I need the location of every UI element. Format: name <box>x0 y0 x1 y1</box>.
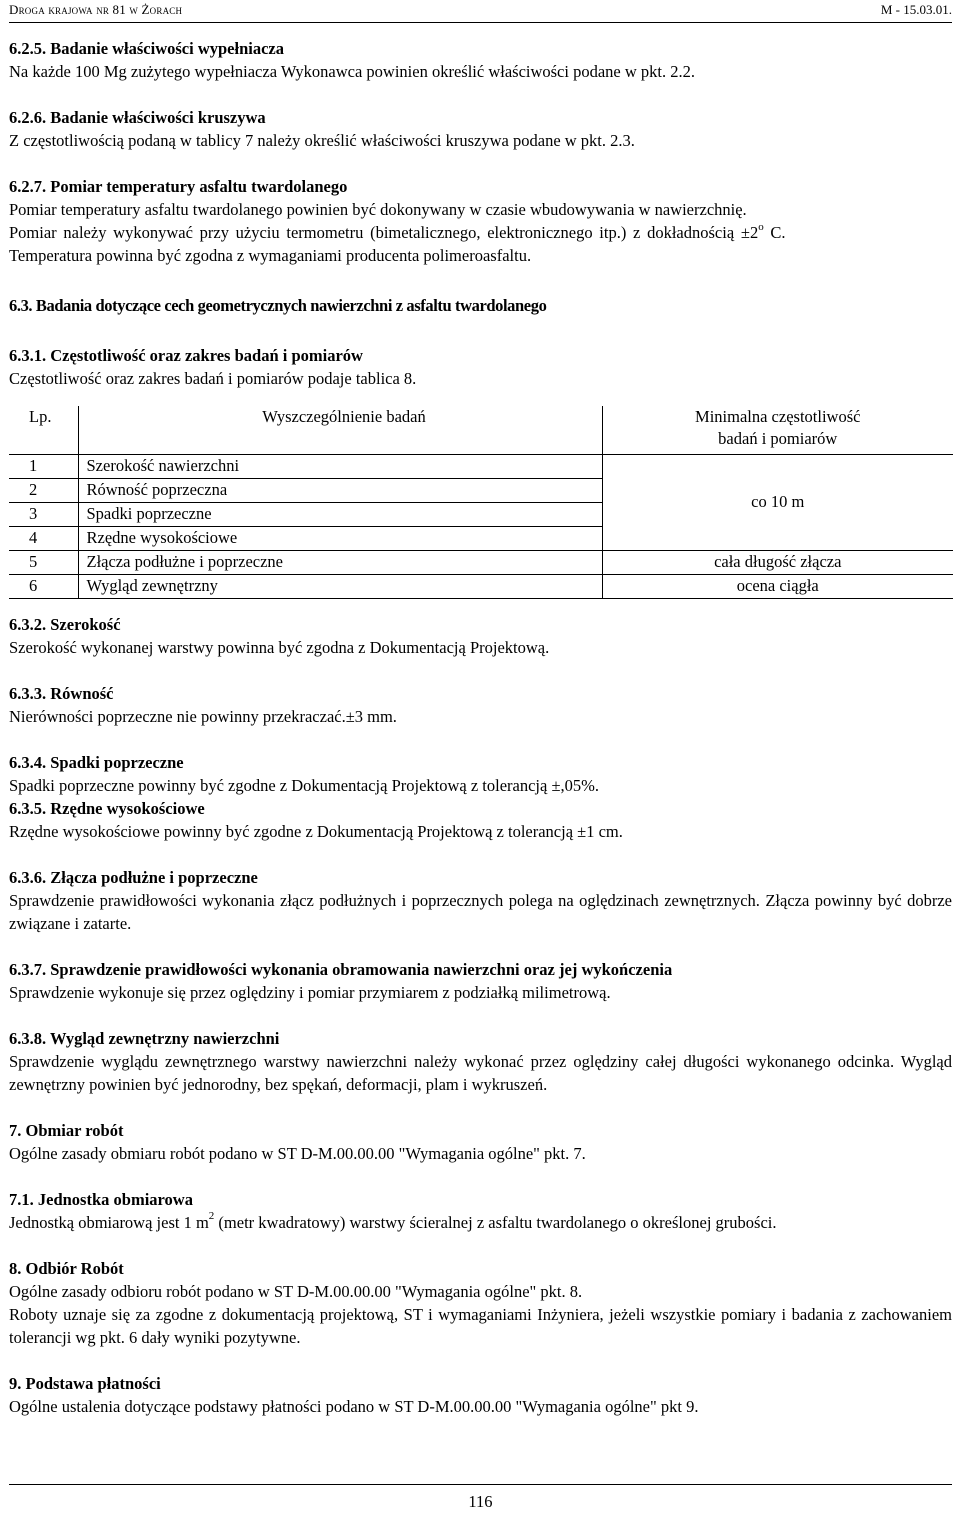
row-lp: 2 <box>9 478 78 502</box>
row-frequency: cała długość złącza <box>602 550 953 574</box>
section-heading: 7. Obmiar robót <box>9 1120 124 1140</box>
section-text: Jednostką obmiarową jest 1 $m^2$ (metr kwadratowy) warstwy ścieralnej z asfaltu twardolanego o określonej grubości. <box>9 1210 777 1232</box>
section-text: Sprawdzenie prawidłowości wykonania złącz podłużnych i poprzecznych polega na oględzinach zewnętrznych. Złącza powinny być dobrze związane i zatarte. <box>9 890 952 933</box>
header-description: Wyszczególnienie badań <box>78 406 602 454</box>
document-body <box>9 37 952 1418</box>
row-lp: 3 <box>9 502 78 526</box>
table-header-row <box>9 406 953 454</box>
section-9 <box>9 1372 952 1418</box>
page-header <box>9 0 952 23</box>
section-6-2-7 <box>9 175 952 267</box>
section-6-3 <box>9 294 952 317</box>
row-lp: 5 <box>9 550 78 574</box>
section-text: Spadki poprzeczne powinny być zgodne z Dokumentacją Projektową z tolerancją ±,05%. <box>9 775 600 795</box>
section-heading: 6.3.8. Wygląd zewnętrzny nawierzchni <box>9 1028 280 1048</box>
section-7 <box>9 1119 952 1165</box>
section-6-3-2 <box>9 613 952 659</box>
section-text: Rzędne wysokościowe powinny być zgodne z Dokumentacją Projektową z tolerancją ±1 cm. <box>9 821 623 841</box>
section-heading: 6.2.5. Badanie właściwości wypełniacza <box>9 39 284 58</box>
section-6-3-4 <box>9 751 952 797</box>
section-text: Temperatura powinna być zgodna z wymaganiami producenta polimeroasfaltu. <box>9 246 532 265</box>
inspection-frequency-table <box>9 406 953 599</box>
row-description: Równość poprzeczna <box>78 478 602 502</box>
row-frequency: ocena ciągła <box>602 574 953 598</box>
section-6-2-6 <box>9 106 952 152</box>
section-6-3-6 <box>9 866 952 935</box>
section-text: Z częstotliwością podaną w tablicy 7 należy określić właściwości kruszywa podane w pkt. 2.3. <box>9 131 635 150</box>
section-text: Sprawdzenie wyglądu zewnętrznego warstwy nawierzchni należy wykonać przez oględziny całej długości wykonanego odcinka. Wygląd zewnętrzny powinien być jednorodny, bez spękań, deformacji, plam i wykruszeń. <box>9 1051 952 1094</box>
degree-superscript: o <box>758 220 764 233</box>
section-heading: 6.3.2. Szerokość <box>9 614 121 634</box>
section-heading: 6.2.6. Badanie właściwości kruszywa <box>9 108 266 127</box>
section-6-3-1 <box>9 344 952 390</box>
row-description: Wygląd zewnętrzny <box>78 574 602 598</box>
section-6-3-3 <box>9 682 952 728</box>
section-text: Ogólne ustalenia dotyczące podstawy płatności podano w ST D-M.00.00.00 "Wymagania ogólne" pkt 9. <box>9 1396 699 1416</box>
section-6-3-7 <box>9 958 952 1004</box>
section-heading: 8. Odbiór Robót <box>9 1258 124 1278</box>
row-lp: 6 <box>9 574 78 598</box>
section-8 <box>9 1257 952 1349</box>
section-text: Sprawdzenie wykonuje się przez oględziny i pomiar przymiarem z podziałką milimetrową. <box>9 982 611 1002</box>
section-heading: 6.3. Badania dotyczące cech geometrycznych nawierzchni z asfaltu twardolanego <box>9 296 547 315</box>
section-heading: 6.3.7. Sprawdzenie prawidłowości wykonania obramowania nawierzchni oraz jej wykończenia <box>9 959 673 979</box>
section-text: Ogólne zasady odbioru robót podano w ST D-M.00.00.00 "Wymagania ogólne" pkt. 8. <box>9 1281 583 1301</box>
page-number: 116 <box>468 1492 493 1511</box>
section-text: Częstotliwość oraz zakres badań i pomiarów podaje tablica 8. <box>9 369 417 388</box>
section-6-3-5 <box>9 797 952 843</box>
header-spec-code: M - 15.03.01. <box>880 2 952 17</box>
section-heading: 7.1. Jednostka obmiarowa <box>9 1189 193 1209</box>
section-7-1 <box>9 1188 952 1234</box>
table-row <box>9 550 953 574</box>
section-heading: 6.3.4. Spadki poprzeczne <box>9 752 184 772</box>
section-heading: 6.2.7. Pomiar temperatury asfaltu twardolanego <box>9 177 348 196</box>
header-document-title: Droga krajowa nr 81 w Żorach <box>9 2 183 17</box>
section-6-2-5 <box>9 37 952 83</box>
section-6-3-8 <box>9 1027 952 1096</box>
row-description: Złącza podłużne i poprzeczne <box>78 550 602 574</box>
section-text: Szerokość wykonanej warstwy powinna być zgodna z Dokumentacją Projektową. <box>9 637 550 657</box>
section-heading: 6.3.5. Rzędne wysokościowe <box>9 798 205 818</box>
row-description: Spadki poprzeczne <box>78 502 602 526</box>
square-superscript: 2 <box>208 1210 215 1222</box>
row-description: Szerokość nawierzchni <box>78 454 602 478</box>
row-lp: 4 <box>9 526 78 550</box>
section-text: Roboty uznaje się za zgodne z dokumentacją projektową, ST i wymaganiami Inżyniera, jeżeli wszystkie pomiary i badania z zachowaniem tolerancji wg pkt. 6 dały wyniki pozytywne. <box>9 1304 952 1347</box>
header-frequency: Minimalna częstotliwość badań i pomiarów <box>602 406 953 454</box>
page-footer <box>9 1484 952 1513</box>
section-text: Ogólne zasady obmiaru robót podano w ST D-M.00.00.00 "Wymagania ogólne" pkt. 7. <box>9 1143 586 1163</box>
header-lp: Lp. <box>9 406 78 454</box>
table-row <box>9 454 953 478</box>
section-text: Pomiar należy wykonywać przy użyciu termometru (bimetalicznego, elektronicznego itp.) z dokładnością $\pm 2^o$ C. <box>9 220 786 242</box>
section-text: Pomiar temperatury asfaltu twardolanego powinien być dokonywany w czasie wbudowywania w nawierzchnię. <box>9 200 747 219</box>
section-heading: 6.3.3. Równość <box>9 683 114 703</box>
section-heading: 6.3.6. Złącza podłużne i poprzeczne <box>9 867 258 887</box>
section-heading: 6.3.1. Częstotliwość oraz zakres badań i pomiarów <box>9 346 363 365</box>
row-description: Rzędne wysokościowe <box>78 526 602 550</box>
section-text: Na każde 100 Mg zużytego wypełniacza Wykonawca powinien określić właściwości podane w pkt. 2.2. <box>9 62 695 81</box>
row-frequency-merged: co 10 m <box>602 454 953 550</box>
row-lp: 1 <box>9 454 78 478</box>
section-text: Nierówności poprzeczne nie powinny przekraczać.±3 mm. <box>9 706 397 726</box>
table-row <box>9 574 953 598</box>
section-heading: 9. Podstawa płatności <box>9 1373 161 1393</box>
